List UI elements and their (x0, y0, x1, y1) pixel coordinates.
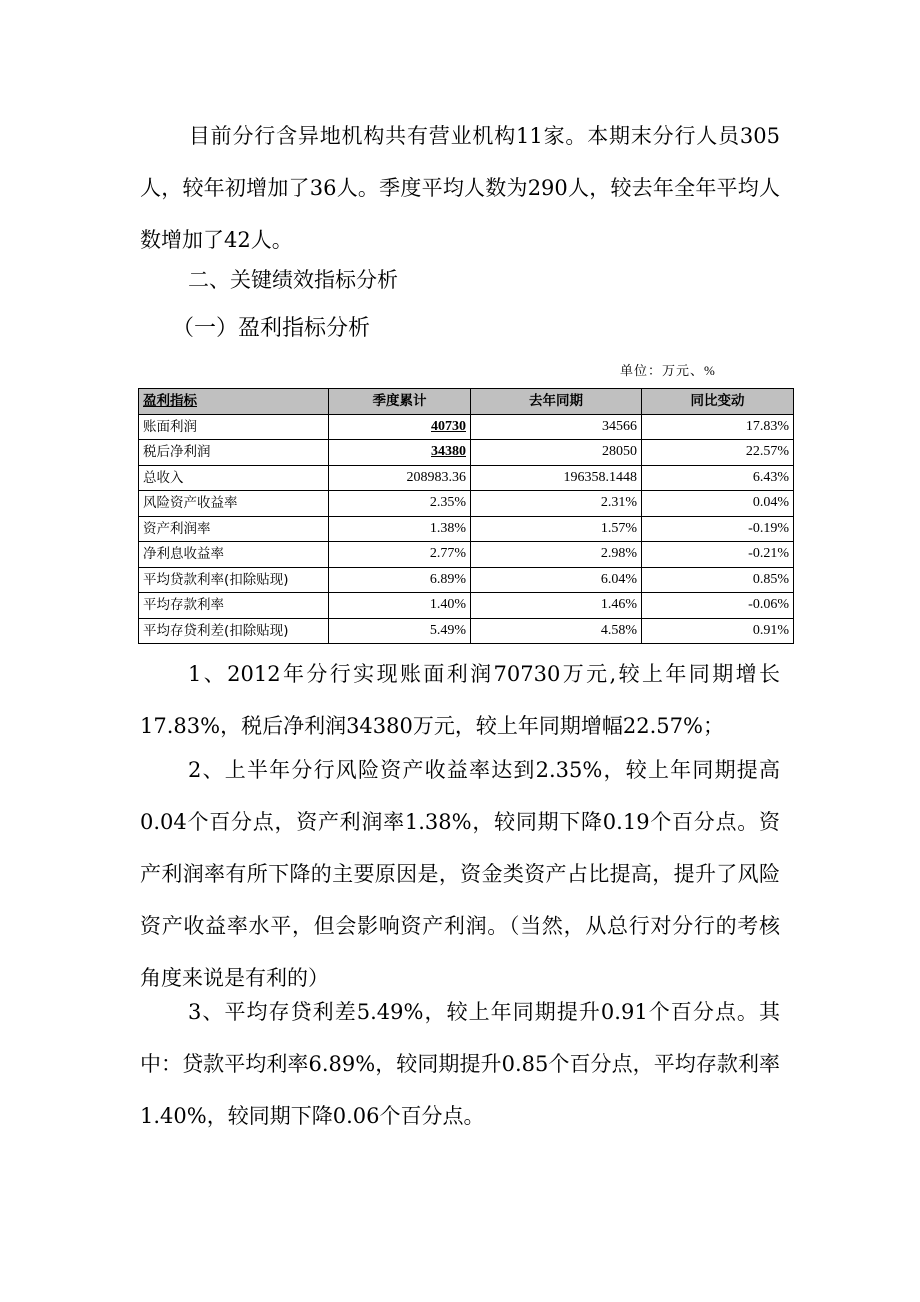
cell-change: 0.85% (642, 567, 794, 593)
row-label: 平均存款利率 (139, 593, 329, 619)
cell-quarter-value: 34380 (431, 444, 466, 460)
unit-note: 单位：万元、% (620, 363, 716, 378)
row-label: 总收入 (139, 465, 329, 491)
cell-last-year: 1.57% (471, 516, 642, 542)
header-yoy-change: 同比变动 (642, 389, 794, 415)
cell-quarter: 1.38% (329, 516, 471, 542)
table-row (139, 414, 794, 440)
cell-quarter: 2.77% (329, 542, 471, 568)
section-heading: 二、关键绩效指标分析 (188, 268, 398, 292)
cell-change: 6.43% (642, 465, 794, 491)
cell-last-year: 2.31% (471, 491, 642, 517)
cell-change: 0.04% (642, 491, 794, 517)
row-label: 税后净利润 (139, 440, 329, 466)
cell-last-year: 1.46% (471, 593, 642, 619)
intro-paragraph (140, 110, 780, 266)
cell-quarter: 6.89% (329, 567, 471, 593)
table-row (139, 516, 794, 542)
row-label: 账面利润 (139, 414, 329, 440)
cell-last-year: 34566 (471, 414, 642, 440)
cell-last-year: 28050 (471, 440, 642, 466)
header-indicator: 盈利指标 (139, 389, 329, 415)
cell-quarter (329, 440, 471, 466)
table-row (139, 618, 794, 644)
cell-change: -0.06% (642, 593, 794, 619)
cell-quarter: 1.40% (329, 593, 471, 619)
cell-change: 17.83% (642, 414, 794, 440)
cell-last-year: 196358.1448 (471, 465, 642, 491)
cell-last-year: 6.04% (471, 567, 642, 593)
cell-quarter: 2.35% (329, 491, 471, 517)
point-1-text: 1、2012年分行实现账面利润70730万元,较上年同期增长17.83%，税后净利润34380万元，较上年同期增幅22.57%； (140, 662, 780, 738)
row-label: 平均贷款利率(扣除贴现) (139, 567, 329, 593)
cell-quarter: 5.49% (329, 618, 471, 644)
table-row (139, 542, 794, 568)
cell-last-year: 2.98% (471, 542, 642, 568)
row-label: 净利息收益率 (139, 542, 329, 568)
intro-text: 目前分行含异地机构共有营业机构11家。本期末分行人员305人，较年初增加了36人。季度平均人数为290人，较去年全年平均人数增加了42人。 (140, 124, 780, 252)
point-2-text: 2、上半年分行风险资产收益率达到2.35%，较上年同期提高0.04个百分点，资产利润率1.38%，较同期下降0.19个百分点。资产利润率有所下降的主要原因是，资金类资产占比提高，提升了风险资产收益率水平，但会影响资产利润。（当然，从总行对分行的考核角度来说是有利的） (140, 758, 780, 990)
table-row (139, 491, 794, 517)
cell-quarter (329, 414, 471, 440)
row-label: 平均存贷利差(扣除贴现) (139, 618, 329, 644)
row-label: 风险资产收益率 (139, 491, 329, 517)
analysis-point-3 (140, 986, 780, 1142)
table-row (139, 440, 794, 466)
table-row (139, 465, 794, 491)
table-header-row (139, 389, 794, 415)
cell-quarter-value: 40730 (431, 418, 466, 434)
cell-change: -0.21% (642, 542, 794, 568)
cell-quarter: 208983.36 (329, 465, 471, 491)
cell-change: -0.19% (642, 516, 794, 542)
header-last-year-same-period: 去年同期 (471, 389, 642, 415)
cell-change: 0.91% (642, 618, 794, 644)
analysis-point-2 (140, 744, 780, 1004)
table-row (139, 593, 794, 619)
table-row (139, 567, 794, 593)
row-label: 资产利润率 (139, 516, 329, 542)
analysis-point-1 (140, 648, 780, 752)
point-3-text: 3、平均存贷利差5.49%，较上年同期提升0.91个百分点。其中：贷款平均利率6.89%，较同期提升0.85个百分点，平均存款利率1.40%，较同期下降0.06个百分点。 (140, 1000, 780, 1128)
profit-indicator-table (138, 388, 794, 644)
cell-last-year: 4.58% (471, 618, 642, 644)
cell-change: 22.57% (642, 440, 794, 466)
header-quarter-cumulative: 季度累计 (329, 389, 471, 415)
subsection-heading: （一）盈利指标分析 (172, 316, 371, 341)
